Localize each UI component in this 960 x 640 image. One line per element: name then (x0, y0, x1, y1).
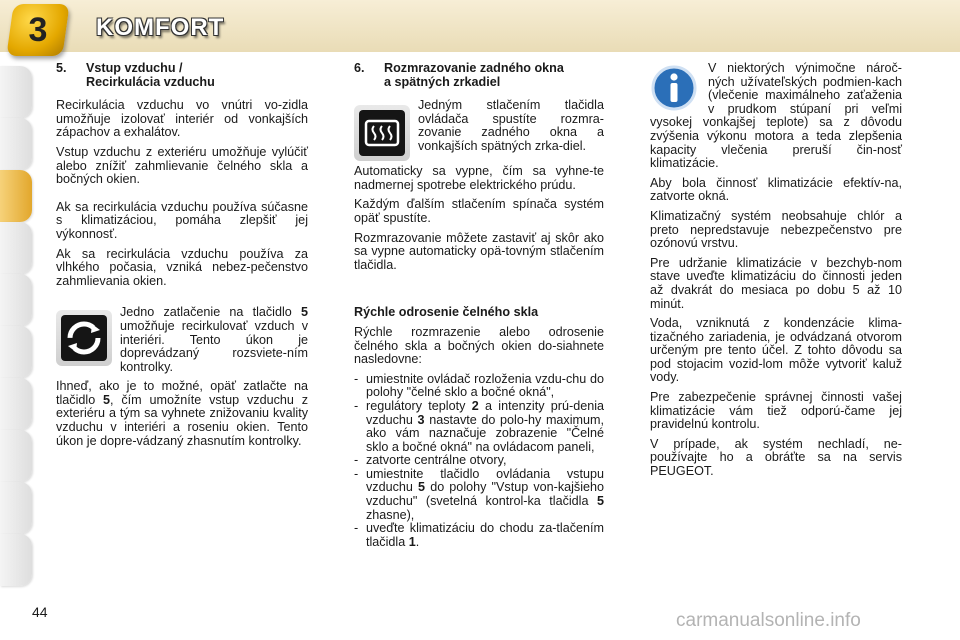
paragraph: Pre zabezpečenie správnej činnosti vašej klimatizácie vám tiež odporú-čame jej pravidelnú kontrolu. (650, 390, 902, 432)
rear-defrost-button-image (354, 105, 410, 161)
paragraph: Ihneď, ako je to možné, opäť zatlačte na tlačidlo 5, čím umožníte vstup vzduchu z exteriéru a tým sa vyhnete znižovaniu kvality vzduchu v interiéri a roseniu okien. Tento úkon je dopre-vádzaný zhasnutím kontrolky. (56, 379, 309, 448)
section-heading-5 (56, 62, 308, 89)
list-item: - regulátory teploty 2 a intenzity prú-denia vzduchu 3 nastavte do polo-hy maximum, ako vám naznačuje zobrazenie "Čelné sklo a bočné okná" na ovládacom paneli, (354, 398, 605, 454)
chapter-tab[interactable] (0, 66, 32, 118)
paragraph: Rozmrazovanie môžete zastaviť aj skôr ako sa vypne automaticky opä-tovným stlačením tlačidla. (354, 230, 604, 272)
chapter-tab-active[interactable] (0, 170, 32, 222)
chapter-tab[interactable] (0, 118, 32, 170)
paragraph: Každým ďalším stlačením spínača systém opäť spustíte. (354, 197, 604, 225)
chapter-tab[interactable] (0, 326, 32, 378)
subheading-quick-defog: Rýchle odrosenie čelného skla (354, 305, 539, 320)
recirculation-button-image (56, 310, 112, 366)
section-title: Rozmrazovanie zadného okna a spätných zrkadiel (384, 61, 564, 89)
list-item: - umiestnite tlačidlo ovládania vstupu vzduchu 5 do polohy "Vstup von-kajšieho vzduchu" (svetelná kontrol-ka tlačidla 5 zhasne), (354, 466, 605, 522)
list-item: - uveďte klimatizáciu do chodu za-tlačením tlačidla 1. (354, 521, 604, 549)
info-icon (650, 64, 698, 112)
chapter-tab[interactable] (0, 222, 32, 274)
paragraph: Voda, vzniknutá z kondenzácie klima-tizačného zariadenia, je odvádzaná otvorom určeným pre tento účel. Z tohto dôvodu sa pod stojacim vozid-lom môže vytvoriť kaluž vody. (650, 316, 902, 385)
section-title: Vstup vzduchu / Recirkulácia vzduchu (86, 61, 215, 89)
column-defrost (354, 62, 604, 549)
chapter-title: KOMFORT (96, 14, 225, 41)
watermark: carmanualsonline.info (676, 610, 861, 631)
paragraph: Jedno zatlačenie na tlačidlo 5 umožňuje recirkulovať vzduch v interiéri. Tento úkon je doprevádzaný rozsviete-ním kontrolky. (120, 305, 308, 374)
chapter-tab[interactable] (0, 534, 32, 586)
paragraph: Aby bola činnosť klimatizácie efektív-na, zatvorte okná. (650, 175, 902, 204)
paragraph: Automaticky sa vypne, čím sa vyhne-te nadmernej spotrebe elektrického prúdu. (354, 164, 604, 192)
paragraph: Pre udržanie klimatizácie v bezchyb-nom stave uveďte klimatizáciu do činnosti jeden až dvakrát do mesiaca po dobu 5 až 10 minút. (650, 255, 902, 311)
section-number: 6. (354, 61, 365, 75)
chapter-tabs (0, 66, 36, 576)
page-number: 44 (32, 604, 48, 620)
chapter-tab[interactable] (0, 430, 32, 482)
list-item: - umiestnite ovládač rozloženia vzdu-chu do polohy "čelné sklo a bočné okná", (354, 371, 604, 400)
chapter-number: 3 (28, 11, 48, 49)
paragraph: Vstup vzduchu z exteriéru umožňuje vylúčiť alebo znížiť zahmlievanie čelného skla a bočných okien. (56, 144, 308, 187)
paragraph: V prípade, ak systém nechladí, ne-používajte ho a obráťte sa na servis PEUGEOT. (650, 436, 902, 479)
chapter-tab[interactable] (0, 378, 32, 430)
paragraph: Jedným stlačením tlačidla ovládača spustíte rozmra-zovanie zadného okna a vonkajších spätných zrka-diel. (418, 98, 604, 153)
recirculation-icon (61, 315, 107, 361)
chapter-tab[interactable] (0, 274, 32, 326)
list-item: - zatvorte centrálne otvory, (354, 453, 507, 468)
chapter-tab[interactable] (0, 482, 32, 534)
paragraph: V niektorých výnimočne nároč-ných užívateľských podmien-kach (vlečenie maximálneho zaťaženia v prudkom stúpaní pri veľmi vysokej vonkajšej teplote) sa z dôvodu zvýšenia výkonu motora a teda zlepšenia kapacity vlečenia preruší čin-nosť klimatizácie. (650, 61, 902, 171)
column-info-notes (650, 62, 902, 485)
paragraph: Rýchle rozmrazenie alebo odrosenie čelného skla a bočných okien do-siahnete nasledovne: (354, 324, 604, 367)
paragraph: Recirkulácia vzduchu vo vnútri vo-zidla umožňuje izolovať interiér od vonkajších zápachov a exhalátov. (56, 98, 308, 140)
paragraph: Ak sa recirkulácia vzduchu používa súčasne s klimatizáciou, pomáha zlepšiť jej výkonnosť. (56, 199, 308, 241)
column-air-intake (56, 62, 308, 454)
paragraph: Ak sa recirkulácia vzduchu používa za vlhkého počasia, vzniká nebez-pečenstvo zahmlievania okien. (56, 246, 308, 288)
section-number: 5. (56, 61, 67, 75)
chapter-badge (6, 4, 69, 56)
steps-list (354, 373, 604, 550)
section-heading-6 (354, 62, 604, 89)
paragraph: Klimatizačný systém neobsahuje chlór a preto nepredstavuje nebezpečenstvo pre ozónovú vrstvu. (650, 208, 902, 251)
rear-defrost-icon (359, 110, 405, 156)
